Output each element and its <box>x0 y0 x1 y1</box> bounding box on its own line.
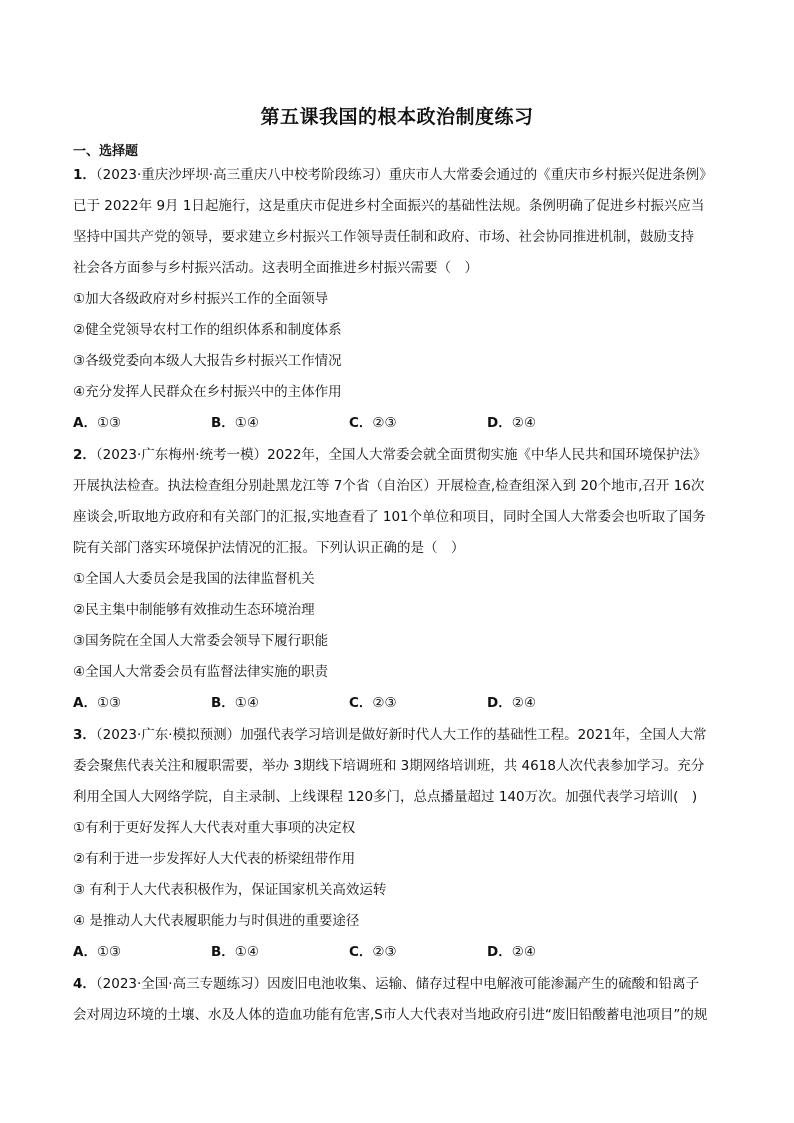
choice-a[interactable]: A．①③ <box>73 944 122 960</box>
answer-choices <box>73 408 733 439</box>
statement-option: ④全国人大常委会员有监督法律实施的职责 <box>73 664 329 680</box>
statement-option: ③国务院在全国人大常委会领导下履行职能 <box>73 633 329 649</box>
question-stem-line: 3．（2023·广东·模拟预测）加强代表学习培训是做好新时代人大工作的基础性工程。2021年，全国人大常 <box>73 727 707 743</box>
statement-option: ②健全党领导农村工作的组织体系和制度体系 <box>73 322 342 338</box>
statement-option: ③各级党委向本级人大报告乡村振兴工作情况 <box>73 353 342 369</box>
choice-b[interactable]: B．①④ <box>211 944 260 960</box>
question-stem-line: 4．（2023·全国·高三专题练习）因废旧电池收集、运输、储存过程中电解液可能渗漏产生的硫酸和铅离子 <box>73 976 700 992</box>
choice-a[interactable]: A．①③ <box>73 695 122 711</box>
choice-b[interactable]: B．①④ <box>211 695 260 711</box>
question-stem-line: 2．（2023·广东梅州·统考一模）2022年，全国人大常委会就全面贯彻实施《中华人民共和国环境保护法》 <box>73 447 707 463</box>
question-number: 2． <box>73 447 96 463</box>
question-3 <box>73 720 733 968</box>
choice-c[interactable]: C．②③ <box>349 695 397 711</box>
statement-option: ①有利于更好发挥人大代表对重大事项的决定权 <box>73 820 356 836</box>
question-stem-line: 已于 2022年 9月 1日起施行，这是重庆市促进乡村全面振兴的基础性法规。条例明确了促进乡村振兴应当 <box>73 198 705 214</box>
question-stem-line: 坚持中国共产党的领导，要求建立乡村振兴工作领导责任制和政府、市场、社会协同推进机制，鼓励支持 <box>73 229 694 245</box>
answer-choices <box>73 688 733 719</box>
choice-a[interactable]: A．①③ <box>73 415 122 431</box>
page-title: 第五课我国的根本政治制度练习 <box>260 106 534 128</box>
question-stem-line: 座谈会,听取地方政府和有关部门的汇报,实地查看了 101个单位和项目，同时全国人大常委会也听取了国务 <box>73 509 706 525</box>
statement-option: ④ 是推动人大代表履职能力与时俱进的重要途径 <box>73 913 360 929</box>
choice-d[interactable]: D．②④ <box>487 695 536 711</box>
choice-d[interactable]: D．②④ <box>487 415 536 431</box>
answer-choices <box>73 937 733 968</box>
question-stem-line: 利用全国人大网络学院，自主录制、上线课程 120多门，总点播量超过 140万次。加强代表学习培训( ) <box>73 789 698 805</box>
choice-c[interactable]: C．②③ <box>349 944 397 960</box>
question-number: 4． <box>73 976 96 992</box>
question-1 <box>73 160 733 439</box>
choice-d[interactable]: D．②④ <box>487 944 536 960</box>
section-heading: 一、选择题 <box>73 144 139 159</box>
question-stem-line: 1．（2023·重庆沙坪坝·高三重庆八中校考阶段练习）重庆市人大常委会通过的《重庆市乡村振兴促进条例》 <box>73 167 713 183</box>
question-stem-line: 开展执法检查。执法检查组分别赴黑龙江等 7个省（自治区）开展检查,检查组深入到 20个地市,召开 16次 <box>73 478 705 494</box>
question-stem-line: 会对周边环境的土壤、水及人体的造血功能有危害,S市人大代表对当地政府引进“废旧铅酸蓄电池项目”的规 <box>73 1007 708 1023</box>
question-2 <box>73 440 733 719</box>
statement-option: ①加大各级政府对乡村振兴工作的全面领导 <box>73 291 329 307</box>
question-stem-line: 院有关部门落实环境保护法情况的汇报。下列认识正确的是（ ） <box>73 540 465 556</box>
question-number: 1． <box>73 167 96 183</box>
statement-option: ②有利于进一步发挥好人大代表的桥梁纽带作用 <box>73 851 356 867</box>
choice-c[interactable]: C．②③ <box>349 415 397 431</box>
choice-b[interactable]: B．①④ <box>211 415 260 431</box>
statement-option: ④充分发挥人民群众在乡村振兴中的主体作用 <box>73 384 342 400</box>
statement-option: ③ 有利于人大代表积极作为，保证国家机关高效运转 <box>73 882 387 898</box>
question-stem-line: 社会各方面参与乡村振兴活动。这表明全面推进乡村振兴需要（ ） <box>73 260 478 276</box>
question-4 <box>73 969 733 1031</box>
statement-option: ②民主集中制能够有效推动生态环境治理 <box>73 602 315 618</box>
statement-option: ①全国人大委员会是我国的法律监督机关 <box>73 571 315 587</box>
question-stem-line: 委会聚焦代表关注和履职需要，举办 3期线下培调班和 3期网络培训班，共 4618人次代表参加学习。充分 <box>73 758 705 774</box>
question-number: 3． <box>73 727 96 743</box>
